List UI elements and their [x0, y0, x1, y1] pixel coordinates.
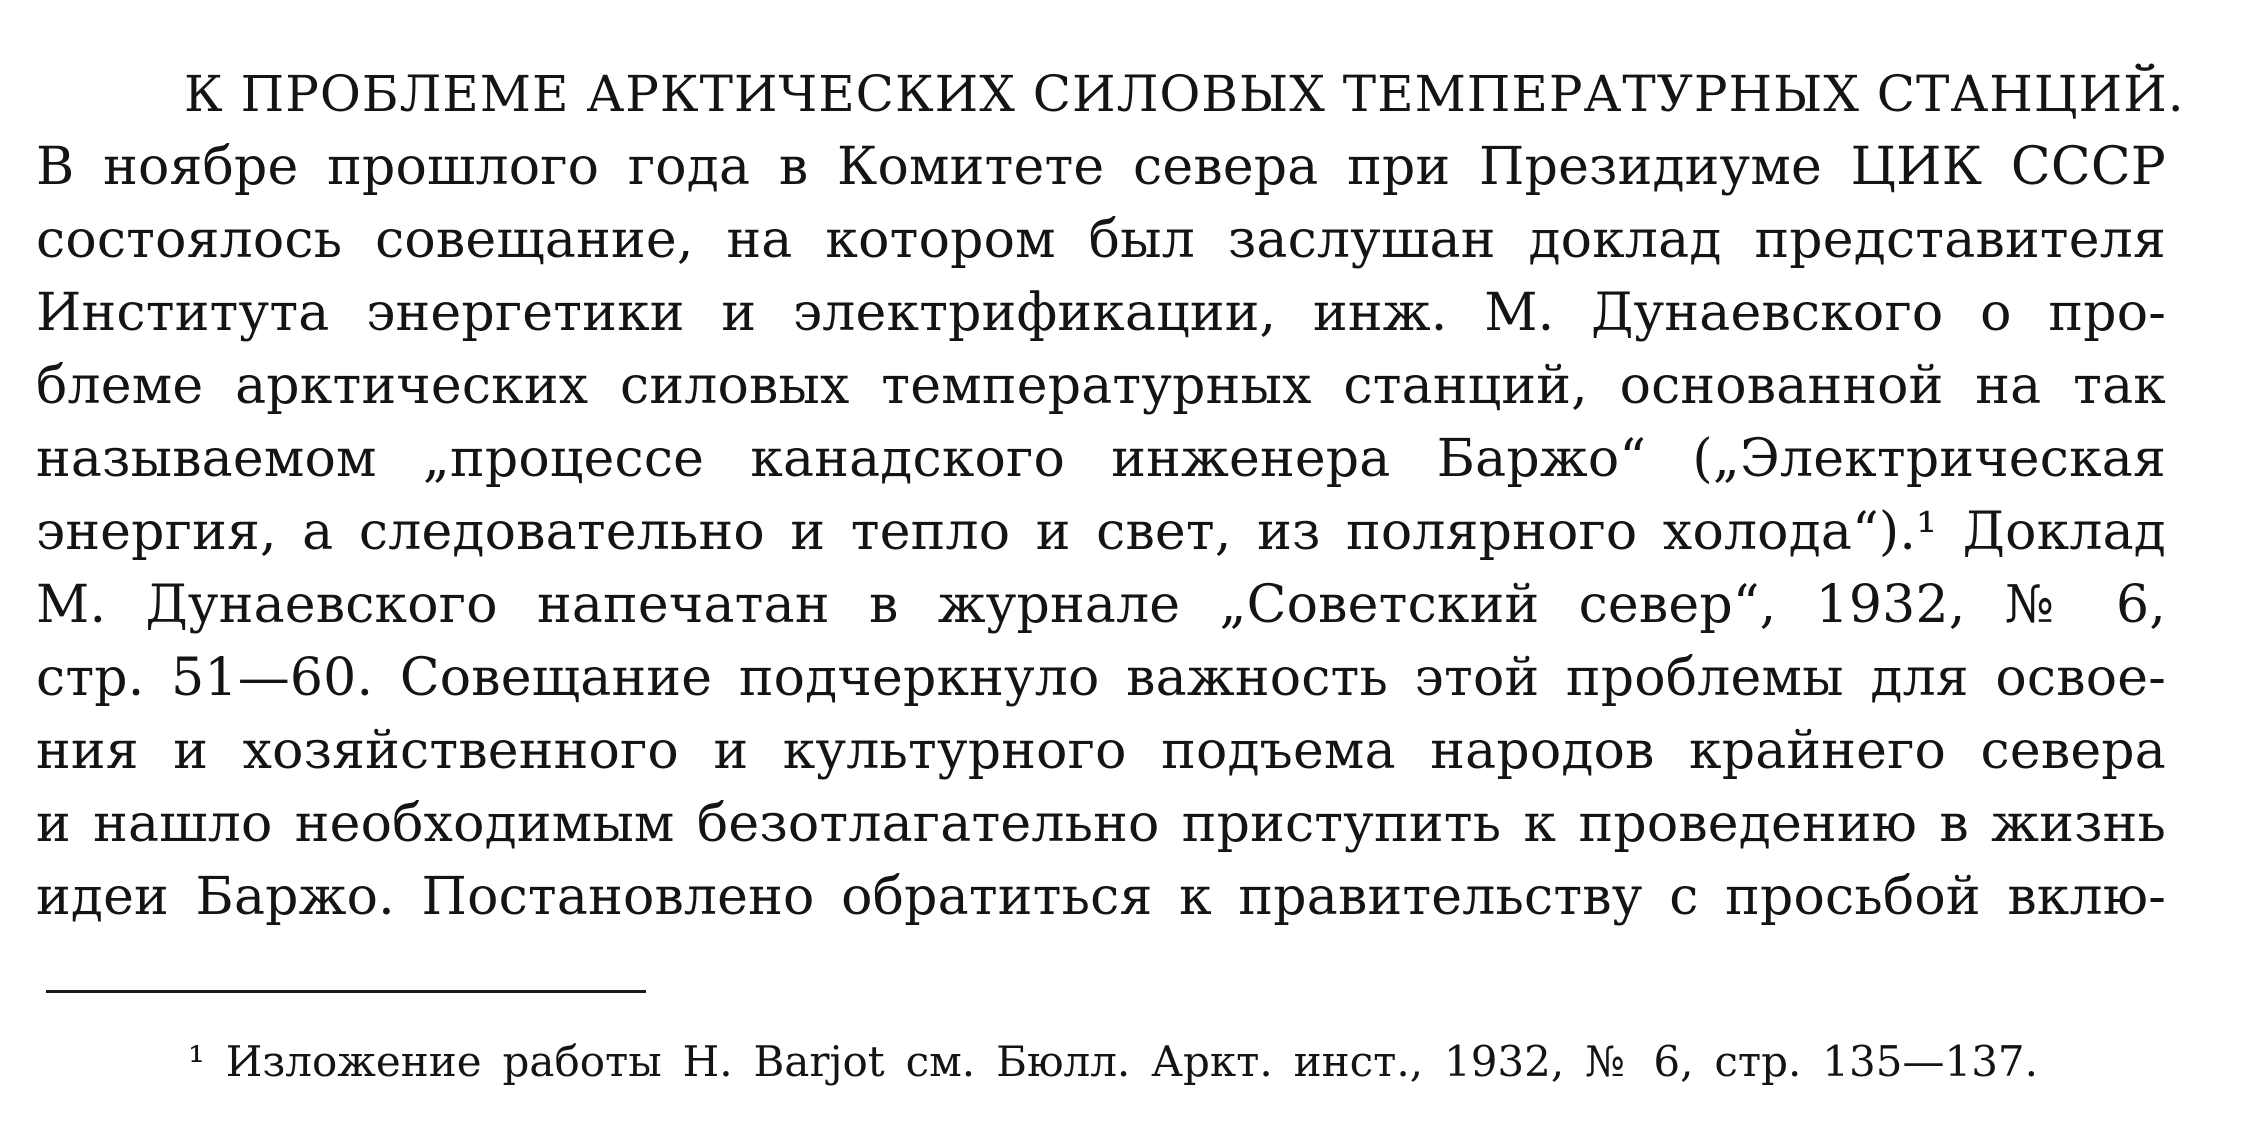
- footnote: ¹ Изложение работы H. Barjot см. Бюлл. Аркт. инст., 1932, № 6, стр. 135—137.: [188, 1037, 2038, 1086]
- body-line: называемом „процессе канадского инженера Баржо“ („Электрическая: [36, 429, 2166, 489]
- body-line: идеи Баржо. Постановлено обратиться к правительству с просьбой вклю-: [36, 867, 2166, 927]
- body-line: блеме арктических силовых температурных станций, основанной на так: [36, 356, 2166, 416]
- body-line: состоялось совещание, на котором был заслушан доклад представителя: [36, 210, 2166, 270]
- article-heading: К ПРОБЛЕМЕ АРКТИЧЕСКИХ СИЛОВЫХ ТЕМПЕРАТУРНЫХ СТАНЦИЙ.: [184, 65, 2185, 123]
- body-line: В ноябре прошлого года в Комитете севера при Президиуме ЦИК СССР: [36, 137, 2166, 197]
- body-line: энергия, а следовательно и тепло и свет, из полярного холода“).¹ Доклад: [36, 502, 2166, 562]
- article-body: [36, 58, 2185, 934]
- body-line: ния и хозяйственного и культурного подъема народов крайнего севера: [36, 721, 2166, 781]
- body-line: Института энергетики и электрификации, инж. М. Дунаевского о про-: [36, 283, 2166, 343]
- footnote-separator: [46, 990, 646, 993]
- body-line: М. Дунаевского напечатан в журнале „Советский север“, 1932, № 6,: [36, 575, 2166, 635]
- body-line: и нашло необходимым безотлагательно приступить к проведению в жизнь: [36, 794, 2166, 854]
- body-line: стр. 51—60. Совещание подчеркнуло важность этой проблемы для освое-: [36, 648, 2166, 708]
